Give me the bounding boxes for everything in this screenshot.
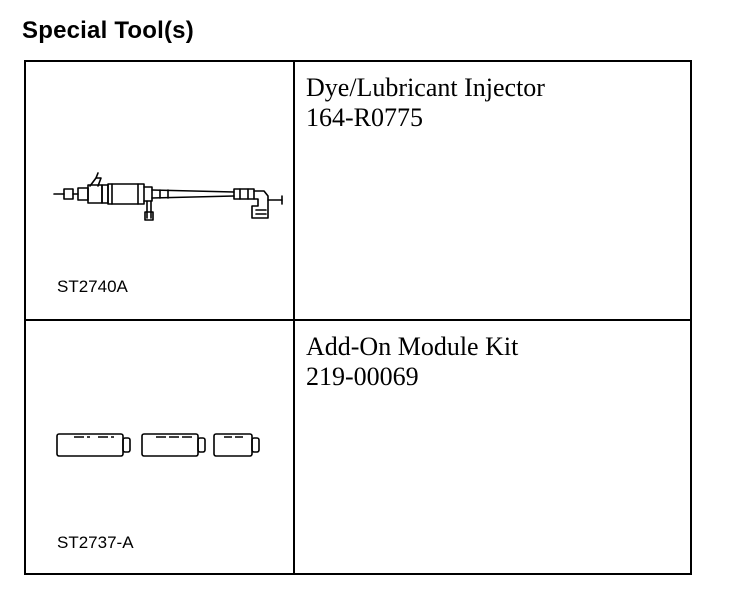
tool-name: Dye/Lubricant Injector xyxy=(306,73,545,102)
table-row xyxy=(26,62,690,321)
module-kit-icon xyxy=(56,431,268,461)
tool-name: Add-On Module Kit xyxy=(306,332,519,361)
illustration-code: ST2737-A xyxy=(57,533,134,552)
page-title: Special Tool(s) xyxy=(22,17,194,44)
tool-description-cell xyxy=(295,62,690,319)
tool-illustration-cell xyxy=(26,62,295,319)
tool-illustration-cell xyxy=(26,321,295,573)
tool-number: 219-00069 xyxy=(306,362,419,391)
special-tools-table xyxy=(24,60,692,575)
tool-description-cell xyxy=(295,321,690,573)
illustration-code: ST2740A xyxy=(57,277,128,296)
tool-number: 164-R0775 xyxy=(306,103,423,132)
dye-injector-icon xyxy=(52,170,292,226)
table-row xyxy=(26,321,690,573)
